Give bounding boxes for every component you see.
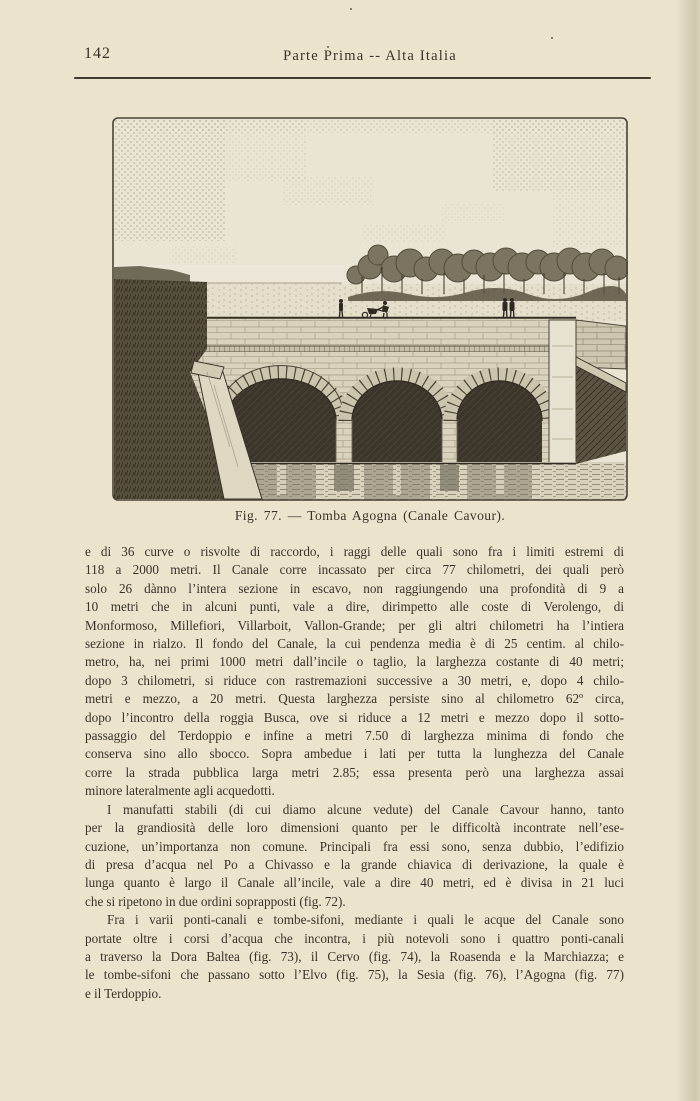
text-line: solo 26 dànno l’intera sezione in escavo, non raggiungendo una profondità di 9 a [85, 580, 624, 596]
text-line: le tombe-sifoni che passano sotto l’Elvo (fig. 75), la Sesia (fig. 76), l’Agogna (fig. 77) [85, 967, 624, 983]
dust-speck [327, 46, 329, 48]
dust-speck [551, 37, 553, 39]
text-line: metro, ha, nei primi 1000 metri dall’incile o taglio, la larghezza costante di 40 metri; [85, 654, 624, 670]
text-line: minore lateralmente agli acquedotti. [85, 783, 275, 799]
text-line: a traverso la Dora Baltea (fig. 73), il Cervo (fig. 74), la Roasenda e la Marchiazza; e [85, 948, 624, 964]
body-text [85, 543, 624, 1003]
running-header: Parte Prima -- Alta Italia [283, 48, 457, 64]
figure-77-engraving [112, 117, 628, 501]
text-line: Fra i varii ponti-canali e tombe-sifoni, mediante i quali le acque del Canale sono [107, 912, 624, 928]
bridge-abutment-pilaster [549, 320, 576, 464]
text-line: Monformoso, Millefiori, Villarboit, Vallon-Grande; per gli altri chilometri ha l’intiera [85, 617, 624, 633]
text-line: cuzione, un’importanza non comune. Principali fra essi sono, senza dubbio, l’edifizio [85, 838, 624, 854]
text-line: dopo 3 chilometri, si riduce con rastremazioni successive a 30 metri, e, dopo 4 chilo- [85, 672, 624, 688]
water [198, 462, 626, 501]
text-line: e il Terdoppio. [85, 985, 162, 1001]
text-line: e di 36 curve o risvolte di raccordo, i raggi delle quali sono fra i limiti estremi di [85, 544, 624, 559]
text-line: portate oltre i corsi d’acqua che incontra, i più notevoli sono i quattro ponti-canali [85, 930, 624, 946]
header-rule [74, 77, 651, 79]
water-texture [198, 462, 626, 501]
text-line: lunga quanto è largo il Canale all’incile, vale a dire 40 metri, ed è divisa in 21 luci [85, 875, 624, 891]
text-line: per la grandiosità delle loro dimensioni quanto per le difficoltà incontrate nell’ese- [85, 820, 624, 836]
text-line: sezione in rialzo. Il fondo del Canale, la cui pendenza media è di 25 centim. al chilo- [85, 636, 624, 652]
page-number: 142 [84, 45, 111, 62]
text-line: di presa d’acqua nel Po a Chivasso e la grande chiavica di derivazione, la quale è [85, 856, 624, 872]
text-line: metri e mezzo, a 20 metri. Questa larghezza persiste sino al chilometro 62º circa, [85, 691, 624, 707]
bridge-cornice [152, 346, 576, 352]
engraving-canvas [112, 117, 628, 501]
text-line: I manufatti stabili (di cui diamo alcune vedute) del Canale Cavour hanno, tanto [107, 801, 624, 817]
text-line: 118 a 2000 metri. Il Canale corre incassato per circa 77 chilometri, dei quali però [85, 562, 624, 578]
text-line: che si ripetono in due ordini soprapposti (fig. 72). [85, 893, 346, 909]
text-line: conserva sino allo sbocco. Sopra ambedue i lati per tutta la lunghezza del Canale [85, 746, 624, 762]
text-line: passaggio del Terdoppio e infine a metri 7.50 di larghezza minima di fondo che [85, 728, 624, 744]
figure-caption: Fig. 77. — Tomba Agogna (Canale Cavour). [234, 508, 506, 523]
text-line: corre la strada pubblica larga metri 2.85; essa presenta però una larghezza assai [85, 764, 624, 780]
bridge-parapet [152, 317, 576, 346]
text-line: dopo l’incontro della roggia Busca, ove si riduce a 12 metri e mezzo dopo il sotto- [85, 709, 624, 725]
dust-speck [350, 8, 352, 10]
text-line: 10 metri che in alcuni punti, vale a dire, dirimpetto alle coste di Verolengo, di [85, 599, 624, 615]
